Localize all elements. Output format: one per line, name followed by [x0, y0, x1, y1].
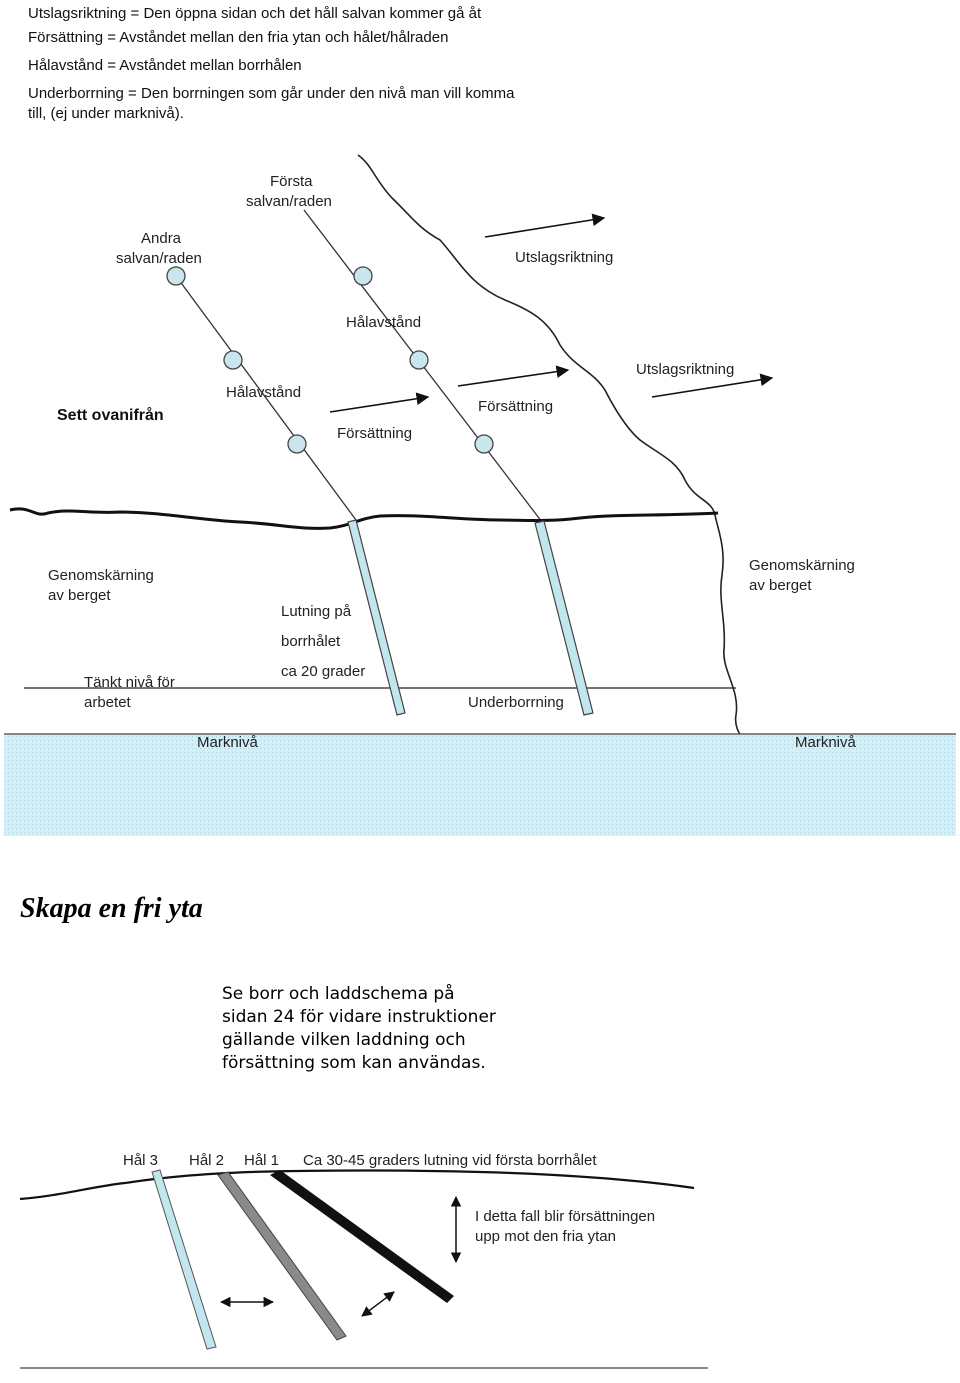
label-halavstand-1: Hålavstånd [346, 314, 422, 331]
label-genomskarning-right-2: av berget [749, 577, 812, 594]
label-forsta-1: Första [270, 173, 313, 190]
hole-3 [152, 1170, 216, 1349]
label-forsattning-1: Försättning [478, 398, 554, 415]
label-andra-1: Andra [141, 230, 182, 247]
drill-hole [475, 435, 493, 453]
surface-line [20, 1171, 694, 1200]
drill-hole [224, 351, 242, 369]
label-andra-2: salvan/raden [116, 250, 202, 267]
label-lutning-2: borrhålet [281, 633, 341, 650]
arrow-forsattning-1 [330, 397, 428, 412]
label-markniva-left: Marknivå [197, 734, 258, 751]
paragraph-line: sidan 24 för vidare instruktioner [222, 1007, 496, 1027]
free-face-diagram [0, 1123, 960, 1383]
arrow-utslag-2 [652, 378, 772, 397]
paragraph-line: gällande vilken laddning och [222, 1030, 466, 1050]
label-hal-1: Hål 1 [244, 1152, 280, 1169]
section-drill-hole-1 [348, 520, 405, 715]
label-hal-2: Hål 2 [189, 1152, 225, 1169]
arrow-utslag-1 [485, 218, 604, 237]
paragraph-line: Se borr och laddschema på [222, 984, 455, 1004]
label-sett-ovanifran: Sett ovanifrån [57, 407, 164, 424]
label-tankt-niva-2: arbetet [84, 694, 131, 711]
label-note-2: upp mot den fria ytan [475, 1228, 616, 1245]
hole-2 [218, 1172, 346, 1340]
label-forsta-2: salvan/raden [246, 193, 332, 210]
label-forsattning-2: Försättning [337, 425, 413, 442]
drill-hole [167, 267, 185, 285]
label-lutning-1: Lutning på [281, 603, 352, 620]
label-tankt-niva-1: Tänkt nivå för [84, 674, 175, 691]
label-utslagsriktning-2: Utslagsriktning [636, 361, 735, 378]
label-genomskarning-left-1: Genomskärning [48, 567, 154, 584]
definition-utslagsriktning: Utslagsriktning = Den öppna sidan och det håll salvan kommer gå åt [28, 5, 482, 22]
label-note-1: I detta fall blir försättningen [475, 1208, 656, 1225]
label-halavstand-2: Hålavstånd [226, 384, 302, 401]
section-drill-hole-2 [535, 521, 593, 715]
label-markniva-right: Marknivå [795, 734, 856, 751]
definition-underborrning-cont: till, (ej under marknivå). [28, 105, 184, 122]
rock-surface-line [10, 509, 718, 529]
label-hal-3: Hål 3 [123, 1152, 159, 1169]
label-lutning-3: ca 20 grader [281, 663, 366, 680]
label-utslagsriktning-1: Utslagsriktning [515, 249, 614, 266]
definition-halavstand: Hålavstånd = Avståndet mellan borrhålen [28, 57, 302, 74]
paragraph-line: försättning som kan användas. [222, 1053, 486, 1073]
instruction-paragraph [222, 983, 552, 1075]
arrow-forsattning-2 [458, 370, 568, 386]
label-underborrning: Underborrning [468, 694, 564, 711]
label-genomskarning-right-1: Genomskärning [749, 557, 855, 574]
drill-hole [288, 435, 306, 453]
drill-hole [354, 267, 372, 285]
label-genomskarning-left-2: av berget [48, 587, 111, 604]
distance-arrow-2 [362, 1292, 394, 1316]
definition-forsattning: Försättning = Avståndet mellan den fria ytan och hålet/hålraden [28, 29, 449, 46]
page-heading: Skapa en fri yta [20, 893, 203, 924]
label-lutning-bottom: Ca 30-45 graders lutning vid första borrhålet [303, 1152, 597, 1169]
definition-underborrning: Underborrning = Den borrningen som går under den nivå man vill komma [28, 85, 515, 102]
drill-hole [410, 351, 428, 369]
